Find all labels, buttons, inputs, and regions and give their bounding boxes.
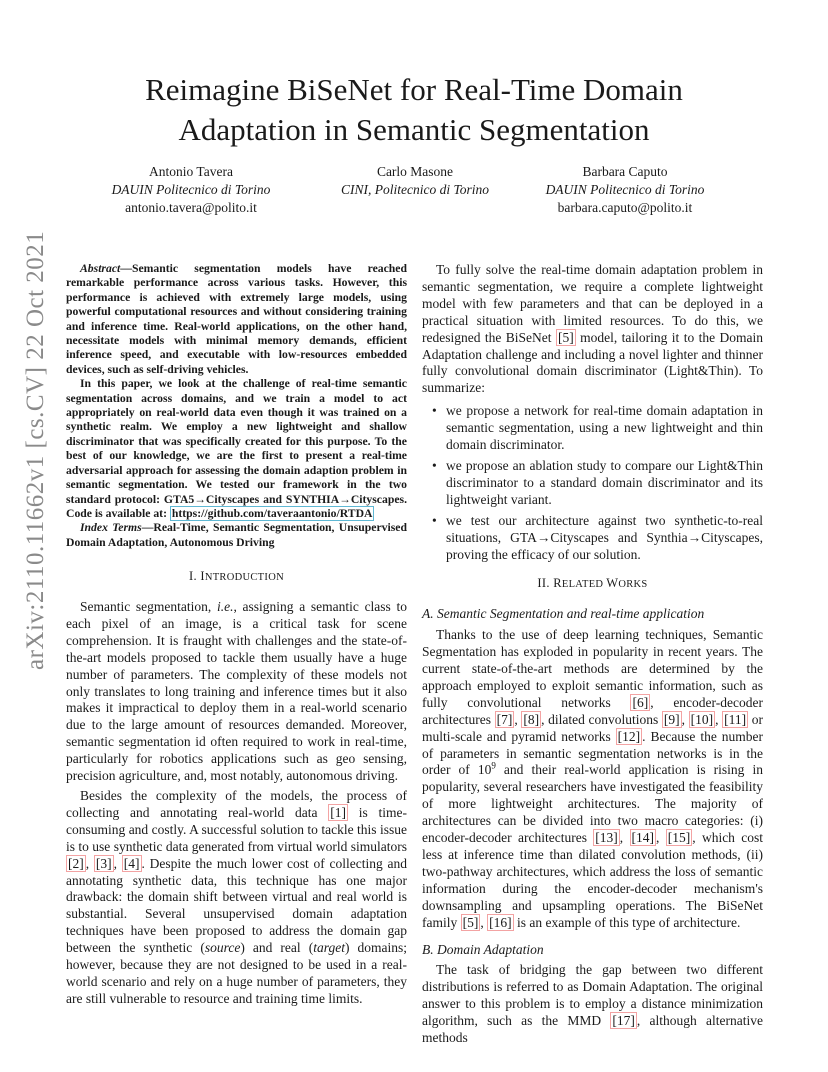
- citation-link[interactable]: [6]: [632, 694, 649, 710]
- section-heading-related-works: II. RELATED WORKS: [537, 576, 648, 591]
- paper-title: [80, 70, 748, 150]
- abstract-paragraph-2: In this paper, we look at the challenge of real-time semantic segmentation across domains, and we train a model to act appropriately on real-world data even though it was trained on a synthetic realm. We employ a new lightweight and shallow discriminator that was specifically created for this purpose. To the best of our knowledge, we are the first to present a real-time adversarial approach for assessing the domain adaption problem in semantic segmentation. We tested our framework in the two standard protocol: GTA5→Cityscapes and SYNTHIA→Cityscapes. Code is available at: https://github.com/taveraantonio/RTDA: [66, 377, 407, 520]
- citation-link[interactable]: [4]: [123, 855, 140, 871]
- title-line-2: Adaptation in Semantic Segmentation: [178, 112, 650, 147]
- citation-link[interactable]: [15]: [667, 830, 691, 846]
- arxiv-identifier: arXiv:2110.11662v1 [cs.CV] 22 Oct 2021: [22, 230, 49, 670]
- citation-link[interactable]: [11]: [724, 711, 747, 727]
- author-name: Antonio Tavera: [149, 164, 233, 179]
- citation-link[interactable]: [17]: [612, 1013, 635, 1029]
- author-3: [520, 163, 730, 217]
- contribution-list: [422, 403, 763, 563]
- citation-link[interactable]: [13]: [595, 830, 618, 846]
- citation-link[interactable]: [12]: [617, 728, 641, 744]
- citation-link[interactable]: [7]: [496, 711, 513, 727]
- related-paragraph-2: The task of bridging the gap between two different distributions is referred to as Domain Adaptation. The original answer to this problem is to employ a distance minimization algorithm, such as the MMD [17] , although alternative methods: [422, 962, 763, 1046]
- author-affiliation: DAUIN Politecnico di Torino: [545, 182, 705, 197]
- section-heading-introduction: I. INTRODUCTION: [189, 569, 284, 584]
- list-item: • we propose an ablation study to compare our Light&Thin discriminator to a standard domain discriminator and its lightweight variant.: [446, 458, 763, 509]
- citation-link[interactable]: [8]: [523, 711, 540, 727]
- citation-link[interactable]: [14]: [631, 830, 655, 846]
- citation-link[interactable]: [5]: [462, 914, 479, 930]
- index-terms-label: Index Terms: [80, 521, 142, 535]
- abstract-label: Abstract: [80, 262, 121, 275]
- intro-paragraph-2: Besides the complexity of the models, the process of collecting and annotating real-world data [1] is time-consuming and costly. A successful solution to tackle this issue is to use synthetic data generated from virtual world simulators [2] , [3] , [4] . Despite the much lower cost of collecting and annotating synthetic data, this technique has one major drawback: the domain shift between virtual and real world is substantial. Several unsupervised domain adaptation techniques have been proposed to address the domain gap between the synthetic (source) and real (target) domains; however, because they are not designed to be used in a real-world scenario and rely on a huge number of parameters, they are still vulnerable to resource and training time limits.: [66, 788, 407, 1006]
- author-email: antonio.tavera@polito.it: [125, 200, 257, 215]
- citation-link[interactable]: [1]: [330, 804, 346, 820]
- author-affiliation: CINI, Politecnico di Torino: [341, 182, 489, 197]
- intro-paragraph-1: Semantic segmentation, i.e., assigning a semantic class to each pixel of an image, is a critical task for scene comprehension. It is fraught with challenges and the state-of-the-art models proposed to tackle them usually have a huge number of parameters. The complexity of these models not only translates to long training and inference times but it also makes it impractical to deploy them in a real-world scenario due to the large amount of resources demanded. Moreover, semantic segmentation id often required to work in real-time, particularly for robotics applications such as geo sensing, precision agriculture, and, most notably, autonomous driving.: [66, 599, 407, 784]
- index-terms: Index Terms—Real-Time, Semantic Segmentation, Unsupervised Domain Adaptation, Autonomous Driving: [66, 521, 407, 549]
- citation-link[interactable]: [10]: [690, 711, 714, 727]
- citation-link[interactable]: [5]: [557, 329, 574, 345]
- citation-link[interactable]: [2]: [68, 855, 84, 871]
- author-email: barbara.caputo@polito.it: [557, 200, 693, 215]
- citation-link[interactable]: [3]: [95, 855, 112, 871]
- author-name: Barbara Caputo: [582, 164, 668, 179]
- right-column: [422, 262, 763, 1047]
- arxiv-stamp: [0, 0, 60, 760]
- abstract: [66, 262, 407, 521]
- author-1: [86, 163, 296, 217]
- list-item: • we test our architecture against two synthetic-to-real situations, GTA→Cityscapes and Synthia→Cityscapes, proving the efficacy of our solution.: [446, 513, 763, 564]
- author-affiliation: DAUIN Politecnico di Torino: [111, 182, 271, 197]
- code-link[interactable]: https://github.com/taveraantonio/RTDA: [171, 506, 373, 520]
- abstract-paragraph-1: Abstract—Semantic segmentation models have reached remarkable performance across various tasks. However, this performance is achieved with extremely large models, using powerful computational resources and without considering training and inference time. Real-world applications, on the other hand, necessitate models with minimal memory demands, efficient inference speed, and executable with low-resources embedded devices, such as self-driving vehicles.: [66, 262, 407, 376]
- citation-link[interactable]: [16]: [489, 914, 512, 930]
- subsection-heading-b: B. Domain Adaptation: [422, 941, 544, 957]
- intro-paragraph-3: To fully solve the real-time domain adaptation problem in semantic segmentation, we require a complete lightweight model with few parameters and that can be deployed in a practical situation with limited resources. To do this, we redesigned the BiSeNet [5] model, tailoring it to the Domain Adaptation challenge and including a novel lighter and thinner fully convolutional domain discriminator (Light&Thin). To summarize:: [422, 262, 763, 396]
- citation-link[interactable]: [9]: [663, 711, 680, 727]
- subsection-heading-a: A. Semantic Segmentation and real-time application: [422, 606, 705, 622]
- list-item: • we propose a network for real-time domain adaptation in semantic segmentation, using a new lightweight and thin domain discriminator.: [446, 403, 763, 454]
- author-name: Carlo Masone: [376, 164, 454, 179]
- author-2: [310, 163, 520, 199]
- related-paragraph-1: Thanks to the use of deep learning techniques, Semantic Segmentation has exploded in popularity in recent years. The current state-of-the-art methods are determined by the approach employed to exploit semantic information, such as fully convolutional networks [6] , encoder-decoder architectures [7] , [8] , dilated convolutions [9] , [10] , [11] or multi-scale and pyramid networks [12] . Because the number of parameters in semantic segmentation networks is in the order of $10^9$ and their real-world application is rising in popularity, several researchers have investigated the feasibility of more lightweight architectures. The majority of architectures can be divided into two macro categories: (i) encoder-decoder architectures [13] , [14] , [15] , which cost less at inference time than dilated convolution methods, (ii) two-pathway architectures, which address the loss of semantic information during the encoder-decoder mechanism's downsampling and upsampling operations. The BiSeNet family [5] , [16] is an example of this type of architecture.: [422, 627, 764, 930]
- left-column: [66, 262, 407, 1008]
- title-line-1: Reimagine BiSeNet for Real-Time Domain: [145, 72, 683, 107]
